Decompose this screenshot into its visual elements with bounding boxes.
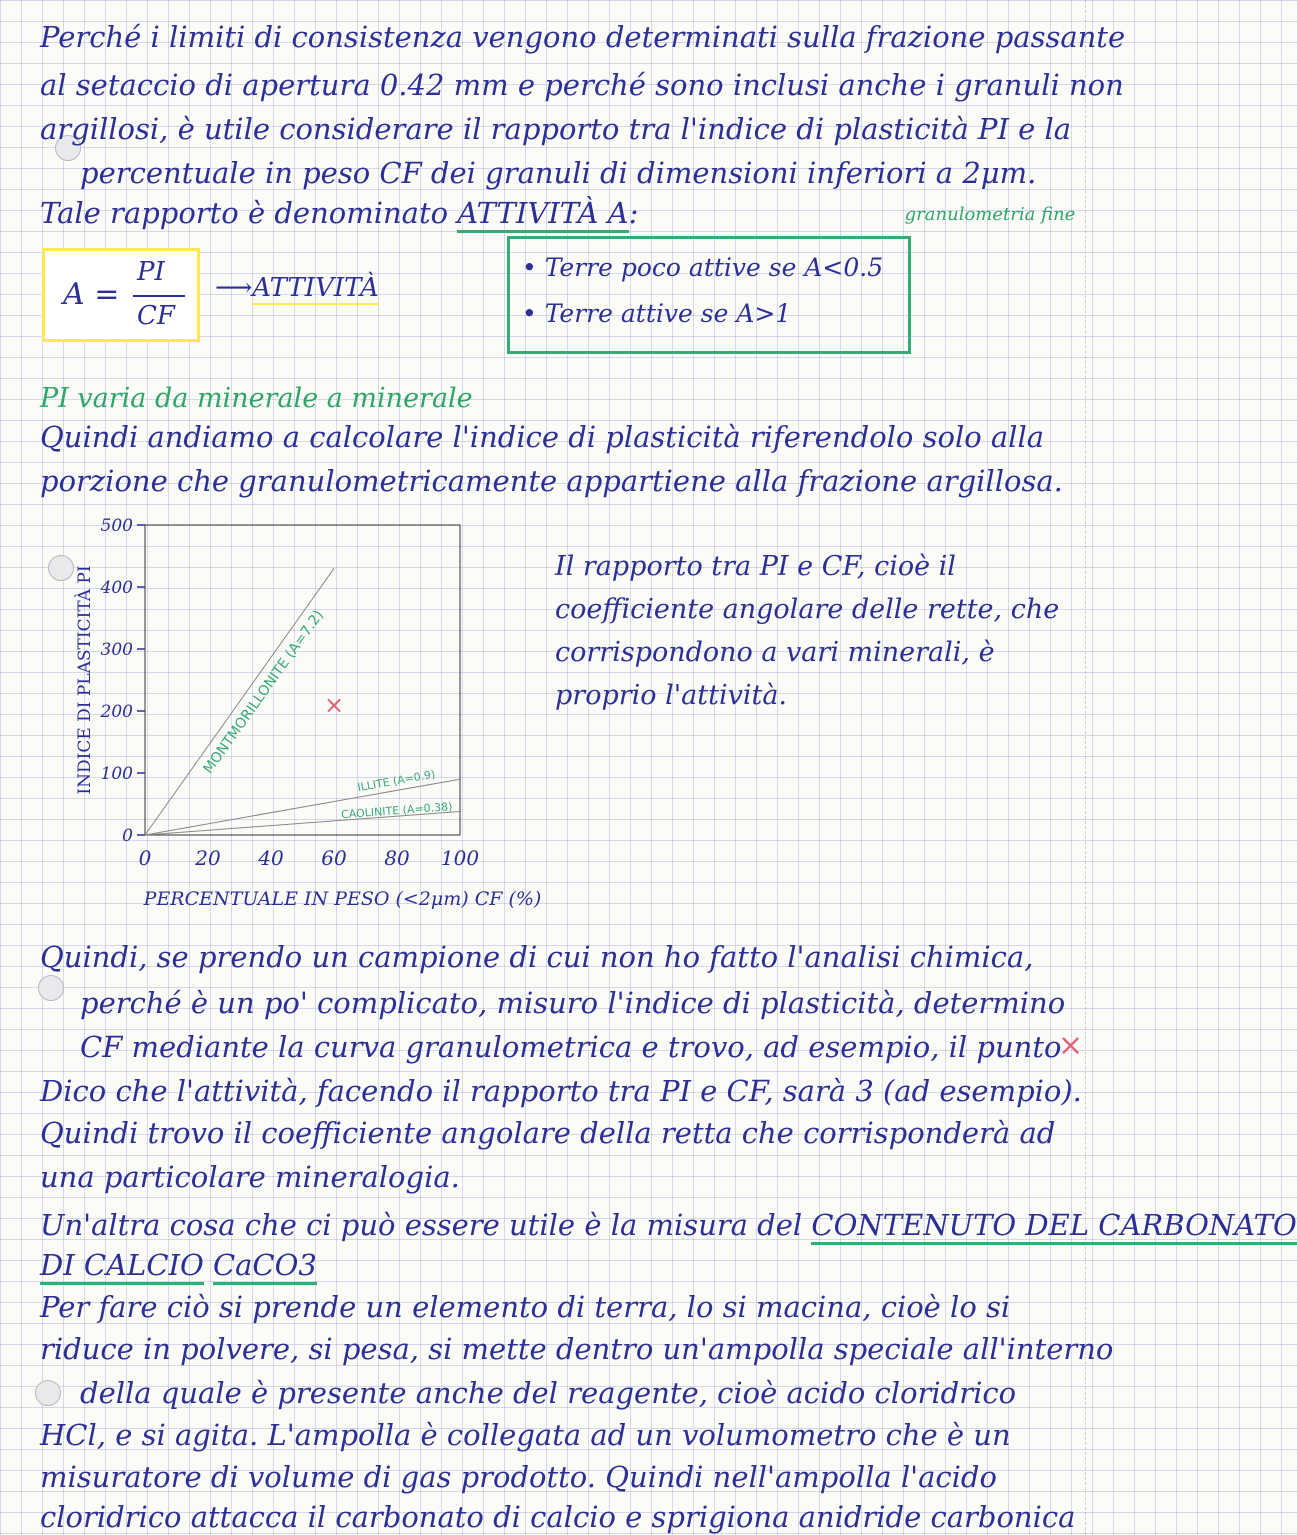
binder-hole xyxy=(38,975,64,1001)
criteria-item: • Terre poco attive se A<0.5 xyxy=(522,253,884,282)
chart-svg xyxy=(45,515,565,915)
text-fragment: Tale rapporto è denominato xyxy=(40,196,458,230)
y-tick-label: 300 xyxy=(100,640,133,660)
text-fragment: : xyxy=(628,196,639,230)
text-line: al setaccio di apertura 0.42 mm e perché sono inclusi anche i granuli non xyxy=(40,68,1124,102)
text-line: Quindi trovo il coefficiente angolare della retta che corrisponderà ad xyxy=(40,1116,1056,1150)
y-axis-label: INDICE DI PLASTICITÀ PI xyxy=(75,565,95,795)
carbonate-formula: CaCO3 xyxy=(213,1248,317,1285)
text-line: argillosi, è utile considerare il rapporto tra l'indice di plasticità PI e la xyxy=(40,112,1072,146)
carbonate-term: DI CALCIO xyxy=(40,1248,204,1285)
text-line: HCl, e si agita. L'ampolla è collegata ad un volumometro che è un xyxy=(40,1418,1011,1452)
y-tick-label: 200 xyxy=(100,702,133,722)
x-tick-label: 100 xyxy=(440,846,480,870)
formula-box xyxy=(42,248,200,342)
activity-chart xyxy=(45,515,565,915)
text-line: coefficiente angolare delle rette, che xyxy=(555,594,1060,625)
text-line xyxy=(40,1248,1076,1282)
text-line: Per fare ciò si prende un elemento di terra, lo si macina, cioè lo si xyxy=(40,1290,1011,1324)
series-label: ILLITE (A=0.9) xyxy=(356,767,437,795)
text-line xyxy=(40,1208,1297,1242)
series-label: CAOLINITE (A=0.38) xyxy=(340,800,453,822)
text-line: Quindi, se prendo un campione di cui non ho fatto l'analisi chimica, xyxy=(40,940,1034,974)
text-line: corrispondono a vari minerali, è xyxy=(555,637,995,668)
binder-hole xyxy=(35,1380,61,1406)
carbonate-term: CONTENUTO DEL CARBONATO xyxy=(811,1208,1296,1245)
text-line: proprio l'attività. xyxy=(555,680,788,711)
text-line: una particolare mineralogia. xyxy=(40,1160,460,1194)
activity-label: ATTIVITÀ xyxy=(252,273,379,303)
text-line: della quale è presente anche del reagente, cioè acido cloridrico xyxy=(80,1376,1017,1410)
x-tick-label: 80 xyxy=(384,846,410,870)
criteria-box xyxy=(507,236,911,354)
margin-line xyxy=(1085,0,1086,1535)
sample-point: × xyxy=(323,690,345,719)
x-axis-label: PERCENTUALE IN PESO (<2μm) CF (%) xyxy=(143,888,542,910)
formula-numerator: PI xyxy=(137,257,165,287)
text-line: riduce in polvere, si pesa, si mette dentro un'ampolla speciale all'interno xyxy=(40,1332,1114,1366)
text-fragment: Un'altra cosa che ci può essere utile è la misura del xyxy=(40,1208,812,1242)
text-line: Quindi andiamo a calcolare l'indice di plasticità riferendolo solo alla xyxy=(40,420,1045,454)
fraction-bar xyxy=(133,295,185,297)
text-line: porzione che granulometricamente appartiene alla frazione argillosa. xyxy=(40,464,1063,498)
x-tick-label: 40 xyxy=(258,846,284,870)
x-tick-label: 0 xyxy=(138,846,152,870)
text-line: Il rapporto tra PI e CF, cioè il xyxy=(555,551,956,582)
plot-frame xyxy=(145,525,460,835)
arrow-label xyxy=(215,273,379,303)
activity-term: ATTIVITÀ A xyxy=(457,196,628,233)
formula-denominator: CF xyxy=(137,301,175,331)
x-tick-label: 20 xyxy=(195,846,221,870)
text-line: misuratore di volume di gas prodotto. Quindi nell'ampolla l'acido xyxy=(40,1460,997,1494)
green-note: PI varia da minerale a minerale xyxy=(40,383,473,414)
criteria-text: Terre attive se A>1 xyxy=(544,299,792,328)
x-tick-label: 60 xyxy=(321,846,347,870)
y-tick-label: 500 xyxy=(100,516,133,536)
text-line: percentuale in peso CF dei granuli di dimensioni inferiori a 2μm. xyxy=(80,156,1037,190)
criteria-text: Terre poco attive se A<0.5 xyxy=(544,253,884,282)
series-line xyxy=(145,568,334,835)
text-line: Perché i limiti di consistenza vengono determinati sulla frazione passante xyxy=(40,20,1126,54)
text-line xyxy=(40,196,816,230)
series-label: MONTMORILLONITE (A=7.2) xyxy=(200,607,327,777)
point-mark: × xyxy=(1058,1028,1084,1063)
side-note: granulometria fine xyxy=(904,204,1076,225)
arrow-icon: ⟶ xyxy=(215,273,253,303)
y-tick-label: 400 xyxy=(100,578,133,598)
text-line: cloridrico attacca il carbonato di calcio e sprigiona anidride carbonica xyxy=(40,1500,1076,1534)
text-line: perché è un po' complicato, misuro l'indice di plasticità, determino xyxy=(80,986,1066,1020)
text-line: Dico che l'attività, facendo il rapporto tra PI e CF, sarà 3 (ad esempio). xyxy=(40,1074,1082,1108)
formula-lhs: A = xyxy=(63,277,120,312)
y-tick-label: 0 xyxy=(122,826,133,846)
y-tick-label: 100 xyxy=(100,764,133,784)
text-line: CF mediante la curva granulometrica e trovo, ad esempio, il punto xyxy=(80,1030,1062,1064)
criteria-item: • Terre attive se A>1 xyxy=(522,299,792,328)
chart-explanation xyxy=(555,545,1075,717)
